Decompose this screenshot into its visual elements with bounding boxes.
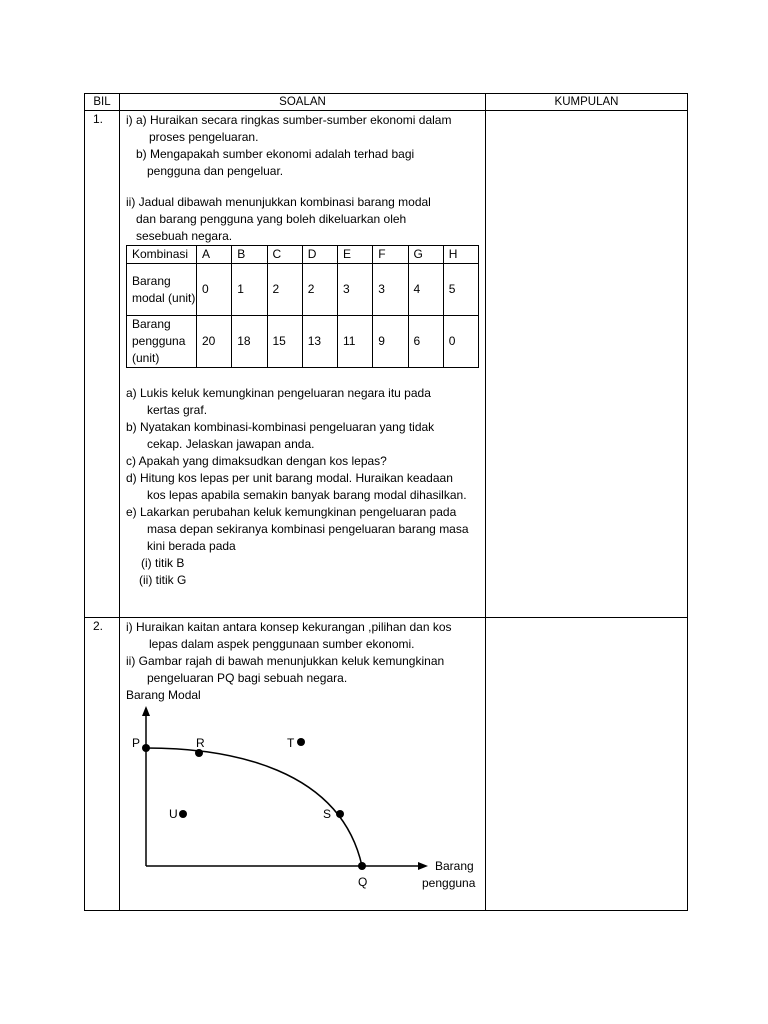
point-r xyxy=(195,749,203,757)
header-kumpulan: KUMPULAN xyxy=(486,94,688,111)
label-u: U xyxy=(169,807,178,821)
table-header-cell: C xyxy=(267,246,302,264)
q1-line: proses pengeluaran. xyxy=(149,130,259,144)
table-cell: 20 xyxy=(197,316,232,368)
q1-question-cell xyxy=(120,111,486,618)
q2-question-cell xyxy=(120,618,486,911)
table-header-cell: F xyxy=(373,246,408,264)
point-p xyxy=(142,744,150,752)
q1-subquestion: a) Lukis keluk kemungkinan pengeluaran negara itu pada xyxy=(126,386,431,400)
q1-subquestion: (i) titik B xyxy=(141,556,185,570)
q2-line: lepas dalam aspek penggunaan sumber ekonomi. xyxy=(149,637,415,651)
combination-table xyxy=(126,245,479,368)
label-r: R xyxy=(196,736,205,750)
q1-line: sesebuah negara. xyxy=(136,229,233,243)
table-row-label: Barang modal (unit) xyxy=(127,264,197,316)
table-header-cell: A xyxy=(197,246,232,264)
q2-number: 2. xyxy=(93,619,104,633)
table-cell: 2 xyxy=(267,264,302,316)
q1-subquestion: (ii) titik G xyxy=(139,573,187,587)
point-u xyxy=(179,810,187,818)
y-axis-arrow xyxy=(142,706,150,716)
q1-subquestion: kini berada pada xyxy=(147,539,236,553)
header-bil: BIL xyxy=(85,94,120,111)
q1-subquestion: d) Hitung kos lepas per unit barang modal. Huraikan keadaan xyxy=(126,471,453,485)
table-header-cell: H xyxy=(443,246,478,264)
q1-number-cell xyxy=(85,111,120,618)
q1-line: ii) Jadual dibawah menunjukkan kombinasi barang modal xyxy=(126,195,431,209)
table-row-label: Barang pengguna (unit) xyxy=(127,316,197,368)
x-axis-label-1: Barang xyxy=(435,859,474,873)
table-header-cell: G xyxy=(408,246,443,264)
label-s: S xyxy=(323,807,332,821)
table-header-cell: Kombinasi xyxy=(127,246,197,264)
question-table xyxy=(84,93,688,911)
table-cell: 4 xyxy=(408,264,443,316)
table-cell: 0 xyxy=(443,316,478,368)
q1-line: b) Mengapakah sumber ekonomi adalah terhad bagi xyxy=(136,147,415,161)
table-cell: 9 xyxy=(373,316,408,368)
q2-kumpulan-cell xyxy=(486,618,688,911)
q1-subquestion: cekap. Jelaskan jawapan anda. xyxy=(147,437,315,451)
q2-line: pengeluaran PQ bagi sebuah negara. xyxy=(147,671,348,685)
x-axis-arrow xyxy=(418,862,428,870)
table-header-cell: E xyxy=(338,246,373,264)
header-soalan: SOALAN xyxy=(120,94,486,111)
x-axis-label-2: pengguna xyxy=(422,876,476,890)
table-cell: 6 xyxy=(408,316,443,368)
table-cell: 3 xyxy=(338,264,373,316)
q1-subquestion: masa depan sekiranya kombinasi pengeluaran barang masa xyxy=(147,522,469,536)
table-cell: 0 xyxy=(197,264,232,316)
q1-subquestion: kos lepas apabila semakin banyak barang modal dihasilkan. xyxy=(147,488,467,502)
table-header-cell: D xyxy=(302,246,337,264)
label-q: Q xyxy=(358,875,368,889)
q1-number: 1. xyxy=(93,112,104,126)
point-t xyxy=(297,738,305,746)
q1-subquestion: c) Apakah yang dimaksudkan dengan kos lepas? xyxy=(126,454,387,468)
q1-line: i) a) Huraikan secara ringkas sumber-sumber ekonomi dalam xyxy=(126,113,452,127)
q1-kumpulan-cell xyxy=(486,111,688,618)
q1-subquestion: kertas graf. xyxy=(147,403,208,417)
label-t: T xyxy=(287,736,295,750)
q2-number-cell xyxy=(85,618,120,911)
table-cell: 5 xyxy=(443,264,478,316)
point-s xyxy=(336,810,344,818)
ppc-diagram xyxy=(120,618,484,909)
q1-line: pengguna dan pengeluar. xyxy=(147,164,284,178)
table-cell: 2 xyxy=(302,264,337,316)
table-cell: 1 xyxy=(232,264,267,316)
table-cell: 15 xyxy=(267,316,302,368)
table-cell: 18 xyxy=(232,316,267,368)
point-q xyxy=(358,862,366,870)
q2-line: ii) Gambar rajah di bawah menunjukkan keluk kemungkinan xyxy=(126,654,445,668)
table-header-cell: B xyxy=(232,246,267,264)
q1-subquestion: b) Nyatakan kombinasi-kombinasi pengeluaran yang tidak xyxy=(126,420,435,434)
table-cell: 11 xyxy=(338,316,373,368)
q2-line: i) Huraikan kaitan antara konsep kekurangan ,pilihan dan kos xyxy=(126,620,452,634)
q1-subquestion: e) Lakarkan perubahan keluk kemungkinan pengeluaran pada xyxy=(126,505,457,519)
table-cell: 13 xyxy=(302,316,337,368)
table-cell: 3 xyxy=(373,264,408,316)
label-p: P xyxy=(132,736,141,750)
q1-line: dan barang pengguna yang boleh dikeluarkan oleh xyxy=(136,212,407,226)
q2-line: Barang Modal xyxy=(126,688,201,702)
